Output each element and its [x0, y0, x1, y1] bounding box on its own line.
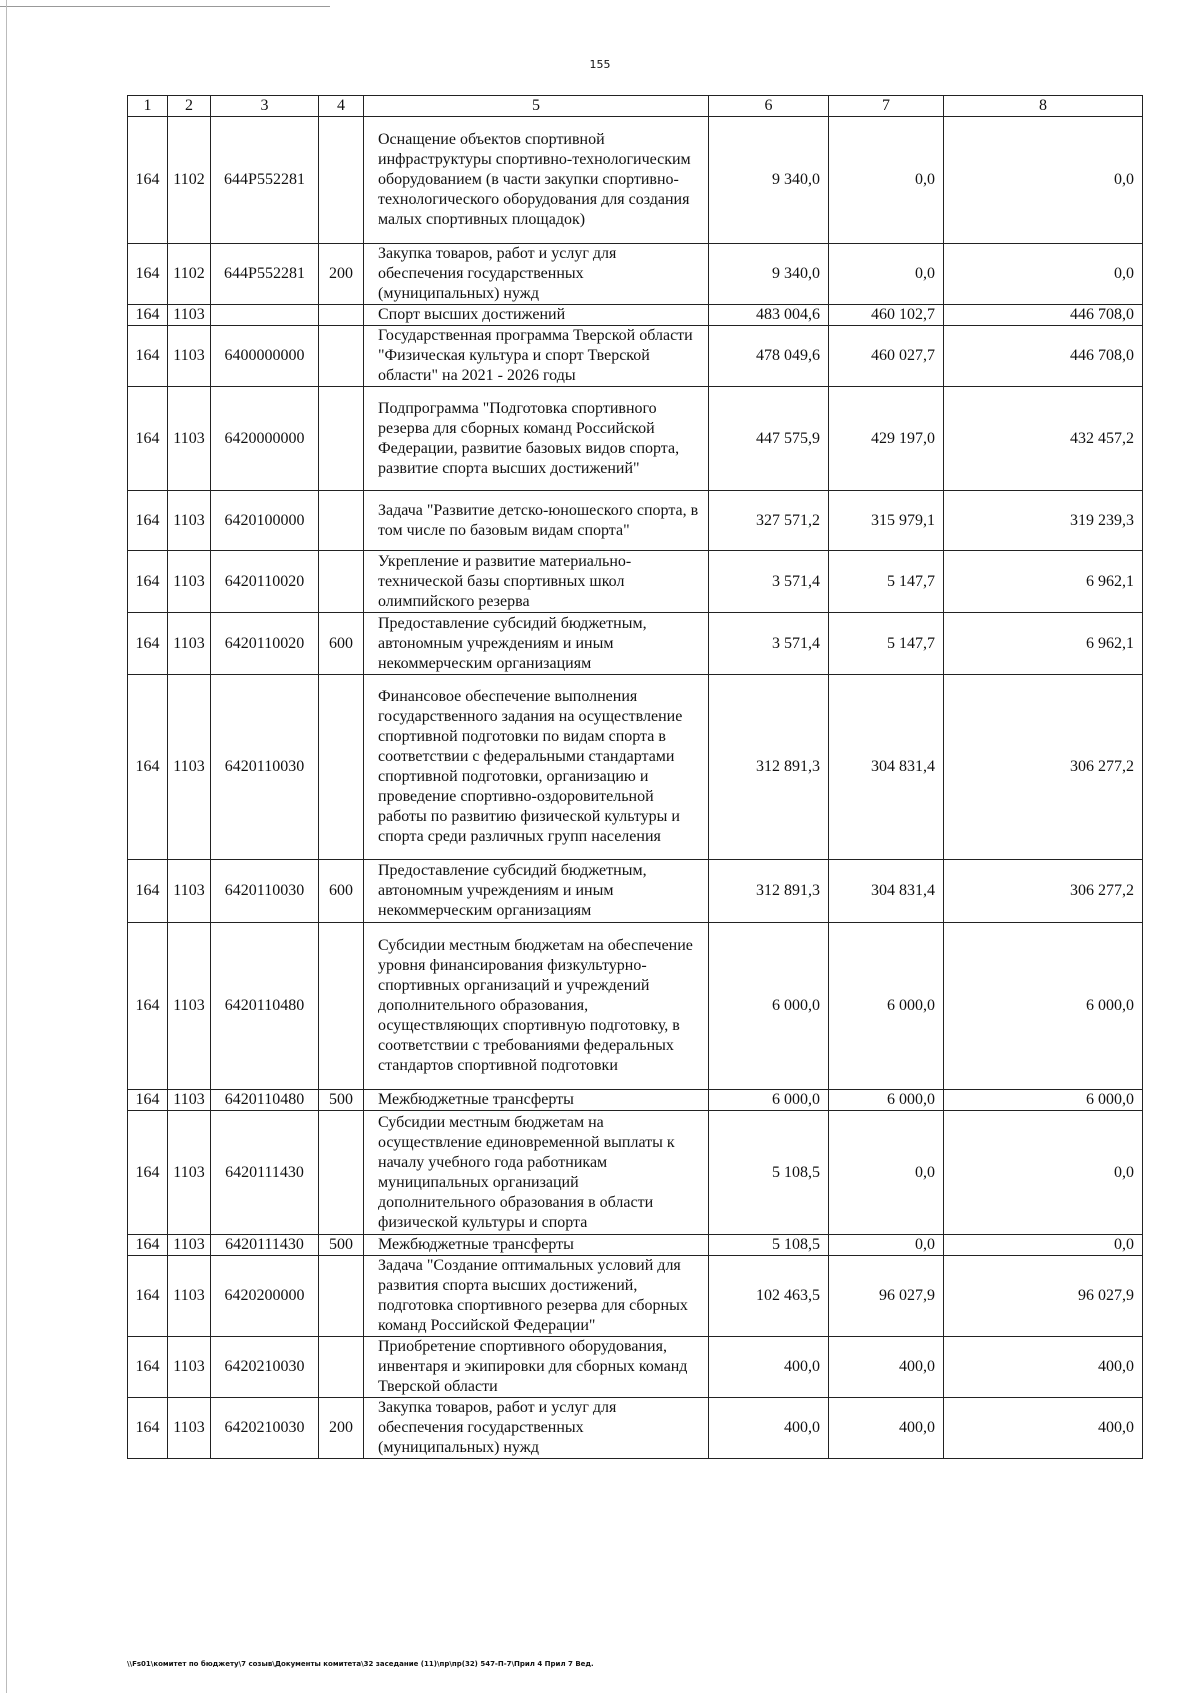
table-row: [128, 387, 1143, 491]
cell-amount-col6: 5 108,5: [709, 1111, 829, 1235]
cell-section: 1103: [168, 1235, 211, 1256]
cell-amount-col7: 0,0: [829, 244, 944, 305]
cell-grbs: 164: [128, 387, 168, 491]
cell-target-article: 6420210030: [211, 1398, 319, 1459]
cell-amount-col8: 446 708,0: [944, 305, 1143, 326]
table-row: [128, 1337, 1143, 1398]
cell-section: 1103: [168, 1090, 211, 1111]
cell-description: Межбюджетные трансферты: [364, 1235, 709, 1256]
cell-amount-col6: 312 891,3: [709, 860, 829, 923]
cell-target-article: 6420110030: [211, 675, 319, 860]
table-row: [128, 675, 1143, 860]
cell-grbs: 164: [128, 1111, 168, 1235]
cell-target-article: 644P552281: [211, 117, 319, 244]
cell-description: Подпрограмма "Подготовка спортивного резерва для сборных команд Российской Федерации, развитие базовых видов спорта, развитие спорта высших достижений": [364, 387, 709, 491]
cell-amount-col8: 96 027,9: [944, 1256, 1143, 1337]
table-row: [128, 860, 1143, 923]
cell-amount-col8: 306 277,2: [944, 860, 1143, 923]
cell-amount-col8: 319 239,3: [944, 491, 1143, 551]
table-row: [128, 117, 1143, 244]
cell-target-article: 6420110020: [211, 613, 319, 675]
cell-description: Субсидии местным бюджетам на обеспечение уровня финансирования физкультурно-спортивных организаций и учреждений дополнительного образования, осуществляющих спортивную подготовку, в соответствии с требованиями федеральных стандартов спортивной подготовки: [364, 923, 709, 1090]
cell-amount-col7: 400,0: [829, 1398, 944, 1459]
cell-amount-col6: 6 000,0: [709, 1090, 829, 1111]
cell-amount-col7: 6 000,0: [829, 1090, 944, 1111]
cell-amount-col8: 0,0: [944, 1111, 1143, 1235]
cell-amount-col8: 0,0: [944, 117, 1143, 244]
cell-description: Укрепление и развитие материально-технической базы спортивных школ олимпийского резерва: [364, 551, 709, 613]
table-row: [128, 1090, 1143, 1111]
scan-left-edge: [6, 0, 7, 1693]
cell-grbs: 164: [128, 551, 168, 613]
cell-amount-col8: 0,0: [944, 1235, 1143, 1256]
table-row: [128, 305, 1143, 326]
cell-section: 1103: [168, 305, 211, 326]
cell-amount-col6: 102 463,5: [709, 1256, 829, 1337]
cell-description: Приобретение спортивного оборудования, инвентаря и экипировки для сборных команд Тверской области: [364, 1337, 709, 1398]
cell-expense-type: 600: [319, 613, 364, 675]
cell-amount-col6: 6 000,0: [709, 923, 829, 1090]
column-header: 7: [829, 96, 944, 117]
cell-amount-col7: 315 979,1: [829, 491, 944, 551]
cell-grbs: 164: [128, 117, 168, 244]
budget-table: [127, 95, 1143, 1459]
cell-expense-type: 200: [319, 244, 364, 305]
cell-expense-type: [319, 326, 364, 387]
cell-section: 1103: [168, 1256, 211, 1337]
table-row: [128, 1398, 1143, 1459]
cell-section: 1103: [168, 675, 211, 860]
cell-amount-col6: 9 340,0: [709, 244, 829, 305]
cell-expense-type: [319, 387, 364, 491]
cell-expense-type: [319, 1111, 364, 1235]
cell-description: Государственная программа Тверской области "Физическая культура и спорт Тверской области" на 2021 - 2026 годы: [364, 326, 709, 387]
cell-amount-col7: 5 147,7: [829, 613, 944, 675]
column-header: 4: [319, 96, 364, 117]
cell-grbs: 164: [128, 1398, 168, 1459]
cell-target-article: 6420200000: [211, 1256, 319, 1337]
cell-amount-col8: 400,0: [944, 1337, 1143, 1398]
cell-description: Задача "Создание оптимальных условий для развития спорта высших достижений, подготовка спортивного резерва для сборных команд Российской Федерации": [364, 1256, 709, 1337]
cell-grbs: 164: [128, 675, 168, 860]
column-header: 6: [709, 96, 829, 117]
table-row: [128, 491, 1143, 551]
cell-grbs: 164: [128, 1090, 168, 1111]
cell-section: 1103: [168, 1398, 211, 1459]
cell-amount-col7: 400,0: [829, 1337, 944, 1398]
table-row: [128, 923, 1143, 1090]
cell-expense-type: [319, 491, 364, 551]
cell-amount-col6: 327 571,2: [709, 491, 829, 551]
column-header: 2: [168, 96, 211, 117]
cell-amount-col8: 6 000,0: [944, 923, 1143, 1090]
cell-target-article: 6400000000: [211, 326, 319, 387]
cell-amount-col7: 429 197,0: [829, 387, 944, 491]
table-row: [128, 551, 1143, 613]
cell-amount-col7: 6 000,0: [829, 923, 944, 1090]
cell-expense-type: [319, 1337, 364, 1398]
cell-amount-col6: 447 575,9: [709, 387, 829, 491]
cell-target-article: 644P552281: [211, 244, 319, 305]
cell-grbs: 164: [128, 305, 168, 326]
cell-amount-col6: 400,0: [709, 1337, 829, 1398]
cell-target-article: 6420110480: [211, 923, 319, 1090]
cell-amount-col7: 460 102,7: [829, 305, 944, 326]
cell-target-article: 6420100000: [211, 491, 319, 551]
cell-amount-col6: 3 571,4: [709, 551, 829, 613]
cell-target-article: 6420110480: [211, 1090, 319, 1111]
cell-amount-col8: 6 000,0: [944, 1090, 1143, 1111]
cell-description: Задача "Развитие детско-юношеского спорта, в том числе по базовым видам спорта": [364, 491, 709, 551]
cell-target-article: 6420000000: [211, 387, 319, 491]
cell-expense-type: 500: [319, 1235, 364, 1256]
cell-section: 1102: [168, 244, 211, 305]
cell-section: 1103: [168, 1111, 211, 1235]
cell-target-article: 6420110020: [211, 551, 319, 613]
cell-amount-col7: 0,0: [829, 1111, 944, 1235]
cell-target-article: 6420110030: [211, 860, 319, 923]
cell-amount-col8: 6 962,1: [944, 551, 1143, 613]
cell-grbs: 164: [128, 613, 168, 675]
cell-section: 1102: [168, 117, 211, 244]
cell-expense-type: [319, 305, 364, 326]
cell-grbs: 164: [128, 1256, 168, 1337]
cell-grbs: 164: [128, 1235, 168, 1256]
cell-amount-col6: 478 049,6: [709, 326, 829, 387]
cell-expense-type: [319, 1256, 364, 1337]
cell-description: Закупка товаров, работ и услуг для обеспечения государственных (муниципальных) нужд: [364, 1398, 709, 1459]
cell-section: 1103: [168, 326, 211, 387]
cell-expense-type: [319, 117, 364, 244]
cell-grbs: 164: [128, 491, 168, 551]
cell-amount-col7: 460 027,7: [829, 326, 944, 387]
table-row: [128, 613, 1143, 675]
table-row: [128, 244, 1143, 305]
cell-expense-type: [319, 675, 364, 860]
cell-target-article: [211, 305, 319, 326]
cell-section: 1103: [168, 491, 211, 551]
table-row: [128, 1111, 1143, 1235]
page-number: 155: [589, 58, 611, 71]
cell-target-article: 6420111430: [211, 1235, 319, 1256]
cell-expense-type: [319, 923, 364, 1090]
cell-section: 1103: [168, 551, 211, 613]
cell-target-article: 6420111430: [211, 1111, 319, 1235]
cell-section: 1103: [168, 923, 211, 1090]
cell-description: Межбюджетные трансферты: [364, 1090, 709, 1111]
cell-amount-col8: 306 277,2: [944, 675, 1143, 860]
cell-section: 1103: [168, 1337, 211, 1398]
cell-target-article: 6420210030: [211, 1337, 319, 1398]
cell-description: Спорт высших достижений: [364, 305, 709, 326]
column-header: 8: [944, 96, 1143, 117]
cell-section: 1103: [168, 387, 211, 491]
cell-amount-col8: 400,0: [944, 1398, 1143, 1459]
cell-amount-col6: 3 571,4: [709, 613, 829, 675]
cell-description: Закупка товаров, работ и услуг для обеспечения государственных (муниципальных) нужд: [364, 244, 709, 305]
cell-section: 1103: [168, 613, 211, 675]
cell-description: Финансовое обеспечение выполнения государственного задания на осуществление спортивной подготовки по видам спорта в соответствии с федеральными стандартами спортивной подготовки, организацию и проведение спортивно-оздоровительной работы по развитию физической культуры и спорта среди различных групп населения: [364, 675, 709, 860]
table-row: [128, 1235, 1143, 1256]
cell-amount-col7: 5 147,7: [829, 551, 944, 613]
cell-amount-col6: 400,0: [709, 1398, 829, 1459]
cell-amount-col7: 304 831,4: [829, 675, 944, 860]
cell-amount-col7: 0,0: [829, 1235, 944, 1256]
cell-amount-col7: 304 831,4: [829, 860, 944, 923]
cell-description: Оснащение объектов спортивной инфраструктуры спортивно-технологическим оборудованием (в части закупки спортивно-технологического оборудования для создания малых спортивных площадок): [364, 117, 709, 244]
cell-amount-col8: 0,0: [944, 244, 1143, 305]
scan-top-line: [0, 6, 330, 7]
cell-grbs: 164: [128, 326, 168, 387]
cell-amount-col6: 5 108,5: [709, 1235, 829, 1256]
cell-description: Предоставление субсидий бюджетным, автономным учреждениям и иным некоммерческим организациям: [364, 613, 709, 675]
table-row: [128, 1256, 1143, 1337]
cell-grbs: 164: [128, 1337, 168, 1398]
column-header: 3: [211, 96, 319, 117]
column-header: 1: [128, 96, 168, 117]
table-row: [128, 326, 1143, 387]
cell-expense-type: [319, 551, 364, 613]
cell-amount-col8: 446 708,0: [944, 326, 1143, 387]
cell-grbs: 164: [128, 923, 168, 1090]
file-path-footer: \\Fs01\комитет по бюджету\7 созыв\Документы комитета\32 заседание (11)\пр\пр(32) 547-П-7\Прил 4 Прил 7 Вед.: [127, 1660, 594, 1668]
cell-description: Предоставление субсидий бюджетным, автономным учреждениям и иным некоммерческим организациям: [364, 860, 709, 923]
cell-expense-type: 600: [319, 860, 364, 923]
cell-expense-type: 500: [319, 1090, 364, 1111]
cell-amount-col7: 96 027,9: [829, 1256, 944, 1337]
cell-amount-col6: 312 891,3: [709, 675, 829, 860]
cell-expense-type: 200: [319, 1398, 364, 1459]
table-header-row: [128, 96, 1143, 117]
cell-grbs: 164: [128, 244, 168, 305]
cell-amount-col8: 432 457,2: [944, 387, 1143, 491]
cell-section: 1103: [168, 860, 211, 923]
cell-grbs: 164: [128, 860, 168, 923]
column-header: 5: [364, 96, 709, 117]
cell-amount-col6: 483 004,6: [709, 305, 829, 326]
cell-amount-col8: 6 962,1: [944, 613, 1143, 675]
cell-description: Субсидии местным бюджетам на осуществление единовременной выплаты к началу учебного года работникам муниципальных организаций дополнительного образования в области физической культуры и спорта: [364, 1111, 709, 1235]
cell-amount-col7: 0,0: [829, 117, 944, 244]
cell-amount-col6: 9 340,0: [709, 117, 829, 244]
